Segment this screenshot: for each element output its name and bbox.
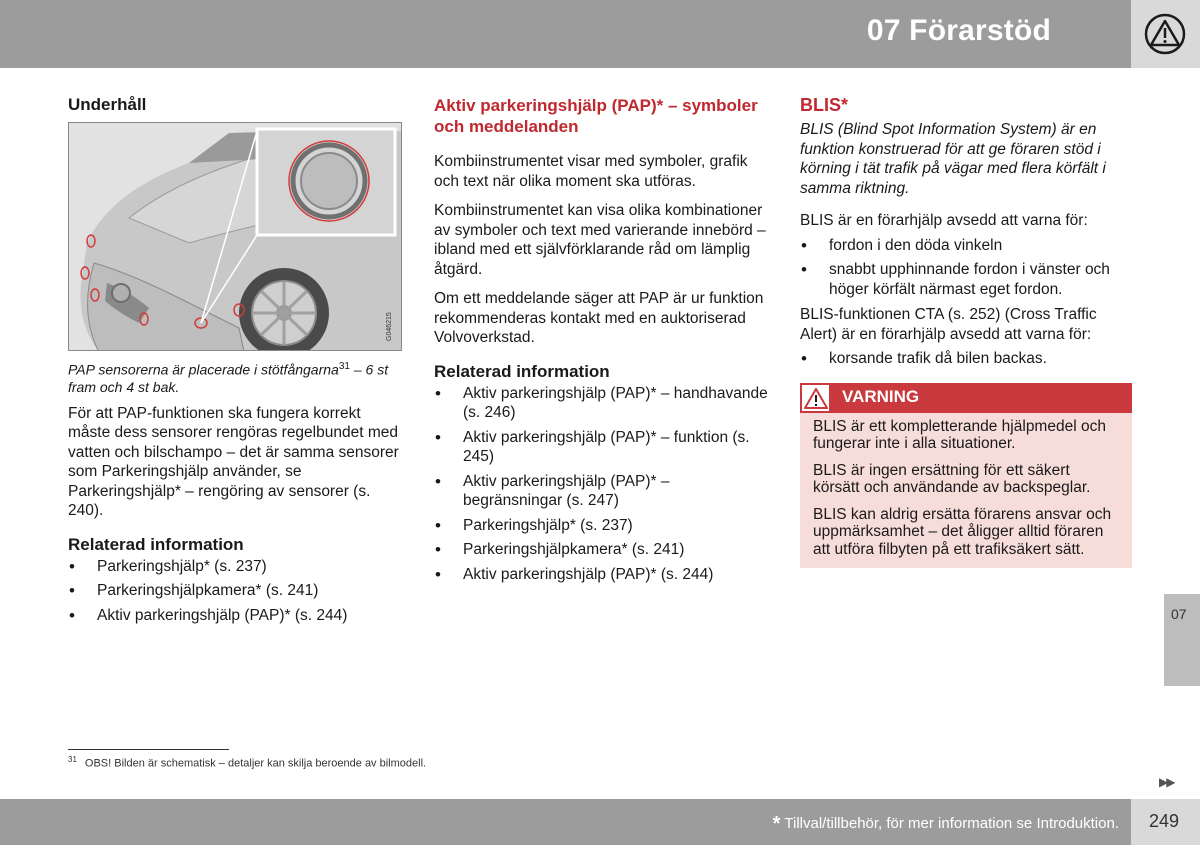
blis-paragraph-2: BLIS-funktionen CTA (s. 252) (Cross Traffic Alert) är en förarhjälp avsedd att varna för: xyxy=(800,306,1097,343)
car-illustration xyxy=(69,123,402,351)
related-link[interactable]: • Parkeringshjälp* (s. 237) xyxy=(434,516,769,536)
related-link[interactable]: • Aktiv parkeringshjälp (PAP)* (s. 244) xyxy=(434,565,769,585)
warning-triangle-icon xyxy=(1144,13,1186,55)
page-number-box xyxy=(1131,799,1200,845)
blis-intro: BLIS (Blind Spot Information System) är en funktion konstruerad för att ge föraren stöd i körning i tät trafik på vägar med flera körfält i samma riktning. xyxy=(800,121,1106,197)
chapter-side-tab[interactable] xyxy=(1164,594,1200,686)
header-bar xyxy=(0,0,1131,68)
list-item: • snabbt upphinnande fordon i vänster och höger körfält närmast eget fordon. xyxy=(800,260,1132,299)
related-info-list xyxy=(68,557,403,626)
footer-bar xyxy=(0,799,1131,845)
blis-warn-list xyxy=(800,236,1132,300)
chapter-title: 07 Förarstöd xyxy=(866,14,1051,47)
related-info-title: Relaterad information xyxy=(434,361,610,381)
figure-caption: PAP sensorerna är placerade i stötfångarna$^{31}$ – 6 st fram och 4 st bak. xyxy=(68,361,389,395)
warning-icon-box xyxy=(800,383,831,413)
chapter-tab-label: 07 xyxy=(1171,606,1187,622)
list-item: • fordon i den döda vinkeln xyxy=(800,236,1132,256)
column-blis xyxy=(800,95,1132,568)
section-heading-blis: BLIS* xyxy=(800,95,849,115)
footer-note: * Tillval/tillbehör, för mer information se Introduktion. xyxy=(772,813,1119,835)
pap-paragraph-1: Kombiinstrumentet visar med symboler, grafik och text när olika moment ska utföras. xyxy=(434,153,748,190)
warning-paragraph-2: BLIS är ingen ersättning för ett säkert körsätt och användande av backspeglar. xyxy=(813,461,1091,496)
warning-triangle-icon xyxy=(804,387,828,411)
blis-cta-list xyxy=(800,349,1132,369)
related-link[interactable]: • Parkeringshjälpkamera* (s. 241) xyxy=(68,581,403,601)
chapter-icon-box xyxy=(1131,0,1200,68)
related-link[interactable]: • Aktiv parkeringshjälp (PAP)* – begränsningar (s. 247) xyxy=(434,472,769,511)
related-link[interactable]: • Parkeringshjälpkamera* (s. 241) xyxy=(434,540,769,560)
footnote: $^{31}$ OBS! Bilden är schematisk – detaljer kan skilja beroende av bilmodell. xyxy=(68,755,427,770)
related-link[interactable]: • Aktiv parkeringshjälp (PAP)* – funktion (s. 245) xyxy=(434,428,769,467)
related-link[interactable]: • Aktiv parkeringshjälp (PAP)* (s. 244) xyxy=(68,606,403,626)
page-number: 249 xyxy=(1149,811,1180,831)
section-heading-pap-symbols: Aktiv parkeringshjälp (PAP)* – symboler och meddelanden xyxy=(434,96,758,136)
related-link[interactable]: • Parkeringshjälp* (s. 237) xyxy=(68,557,403,577)
column-pap-symbols xyxy=(434,95,769,584)
pap-paragraph-2: Kombiinstrumentet kan visa olika kombinationer av symboler och text med varierande innebörd – ibland med ett självförklarande råd om lämplig åtgärd. xyxy=(434,202,766,278)
maintenance-body: För att PAP-funktionen ska fungera korrekt måste dess sensorer rengöras regelbundet med vatten och bilschampo – det är samma sensorer som Parkeringshjälp använder, se Parkeringshjälp* – rengöring av sensorer (s. 240). xyxy=(68,404,399,520)
related-info-list xyxy=(434,384,769,585)
blis-paragraph-1: BLIS är en förarhjälp avsedd att varna för: xyxy=(800,212,1088,229)
next-page-arrows-icon[interactable]: ▶▶ xyxy=(1159,775,1174,789)
warning-paragraph-1: BLIS är ett kompletterande hjälpmedel och fungerar inte i alla situationer. xyxy=(813,417,1106,452)
warning-paragraph-3: BLIS kan aldrig ersätta förarens ansvar och uppmärksamhet – det åligger alltid föraren att utföra filbyten på ett trafiksäkert sätt. xyxy=(813,505,1112,558)
column-maintenance xyxy=(68,95,403,625)
warning-body xyxy=(800,413,1132,569)
pap-paragraph-3: Om ett meddelande säger att PAP är ur funktion rekommenderas kontakt med en auktoriserad Volvoverkstad. xyxy=(434,290,764,346)
list-item: • korsande trafik då bilen backas. xyxy=(800,349,1132,369)
related-link[interactable]: • Aktiv parkeringshjälp (PAP)* – handhavande (s. 246) xyxy=(434,384,769,423)
warning-title: VARNING xyxy=(842,386,920,406)
footnote-divider xyxy=(68,749,229,750)
figure-code: G046215 xyxy=(386,312,393,341)
warning-header xyxy=(800,383,1132,413)
car-sensor-figure xyxy=(68,122,402,351)
section-heading-maintenance: Underhåll xyxy=(68,95,147,114)
related-info-title: Relaterad information xyxy=(68,534,244,554)
